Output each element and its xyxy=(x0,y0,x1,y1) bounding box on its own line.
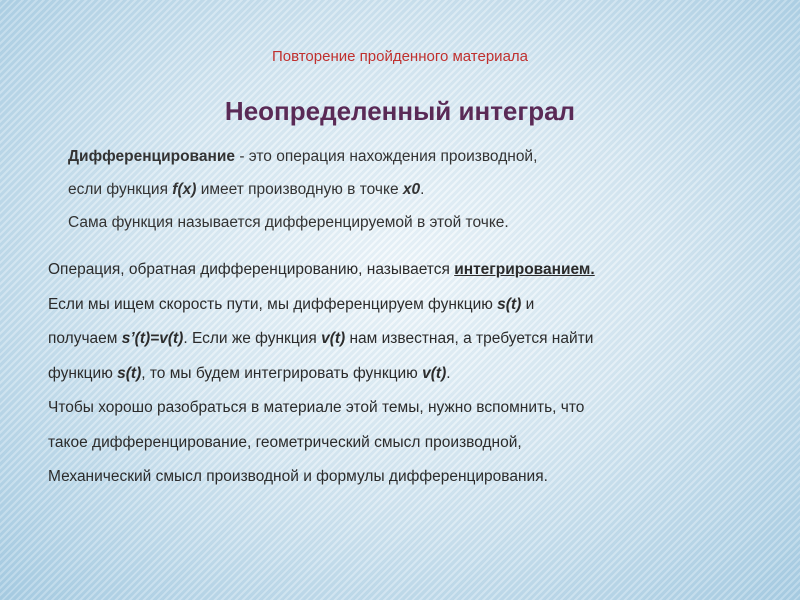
body-line-4 xyxy=(48,357,768,392)
body-text: , то мы будем интегрировать функцию xyxy=(141,364,423,382)
slide-subtitle: Повторение пройденного материала xyxy=(271,48,529,65)
formula-derivative: s’(t)=v(t) xyxy=(121,330,184,347)
definition-block xyxy=(68,140,768,239)
body-text: и xyxy=(521,295,535,313)
term-integration: интегрированием. xyxy=(454,261,595,278)
formula-x0: x0 xyxy=(402,181,421,198)
body-text: Операция, обратная дифференцированию, называется xyxy=(48,261,455,278)
term-differentiation: Дифференцирование xyxy=(68,148,236,165)
body-text: . Если же функция xyxy=(183,330,322,347)
body-text: получаем xyxy=(48,330,122,347)
body-line-5: Чтобы хорошо разобраться в материале этой темы, нужно вспомнить, что xyxy=(48,399,585,416)
body-text: . xyxy=(446,364,451,382)
body-text: Если мы ищем скорость пути, мы дифференцируем функцию xyxy=(48,295,498,313)
definition-text: . xyxy=(420,181,425,198)
definition-text: - это операция нахождения производной, xyxy=(235,148,538,165)
body-line-7: Механический смысл производной и формулы дифференцирования. xyxy=(48,468,548,485)
formula-vt: v(t) xyxy=(422,364,447,382)
body-line-6: такое дифференцирование, геометрический смысл производной, xyxy=(48,433,522,451)
formula-vt: v(t) xyxy=(321,330,346,347)
slide-title: Неопределенный интеграл xyxy=(224,96,576,126)
body-line-1 xyxy=(48,253,768,288)
definition-text: если функция xyxy=(68,181,173,198)
formula-st: s(t) xyxy=(117,364,142,382)
definition-line-1 xyxy=(68,140,768,173)
body-block xyxy=(48,253,768,495)
definition-line-3: Сама функция называется дифференцируемой в этой точке. xyxy=(68,214,509,231)
body-text: нам известная, а требуется найти xyxy=(345,330,594,347)
body-line-3 xyxy=(48,322,768,357)
formula-st: s(t) xyxy=(497,295,522,313)
body-line-2 xyxy=(48,288,768,323)
definition-line-2 xyxy=(68,173,768,206)
definition-text: имеет производную в точке xyxy=(196,181,403,198)
body-text: функцию xyxy=(48,364,118,382)
formula-fx: f(x) xyxy=(172,181,197,198)
